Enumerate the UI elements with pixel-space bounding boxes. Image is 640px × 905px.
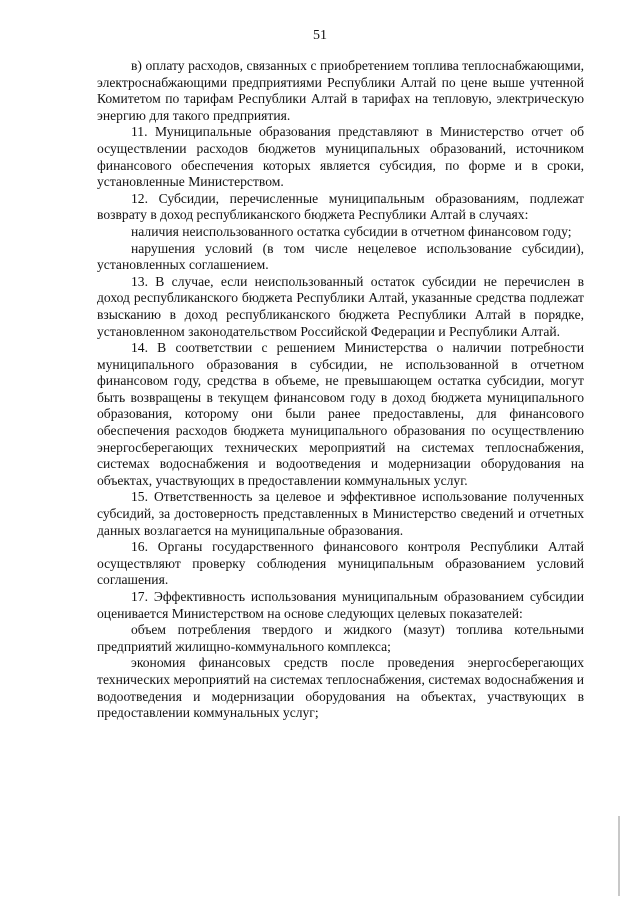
- indicator-1: объем потребления твердого и жидкого (мазут) топлива котельными предприятий жилищно-коммунального комплекса;: [97, 622, 584, 654]
- paragraph-16: 16. Органы государственного финансового контроля Республики Алтай осуществляют проверку соблюдения муниципальным образованием условий соглашения.: [97, 539, 584, 588]
- paragraph-13: 13. В случае, если неиспользованный остаток субсидии не перечислен в доход республиканского бюджета Республики Алтай, указанные средства подлежат взысканию в доход республиканского бюджета Республики Алтай в порядке, установленном законодательством Российской Федерации и Республики Алтай.: [97, 273, 584, 339]
- paragraph-12-case-2: нарушения условий (в том числе нецелевое использование субсидии), установленных соглашением.: [97, 240, 584, 273]
- document-body: [97, 58, 584, 722]
- page-number: 51: [313, 28, 327, 43]
- paragraph-12-case-1: наличия неиспользованного остатка субсидии в отчетном финансовом году;: [131, 223, 572, 239]
- paragraph-11: 11. Муниципальные образования представляют в Министерство отчет об осуществлении расходов бюджетов муниципальных образований, источником финансового обеспечения которых является субсидия, по форме и в сроки, установленные Министерством.: [97, 124, 584, 190]
- paragraph-17: 17. Эффективность использования муниципальным образованием субсидии оценивается Министерством на основе следующих целевых показателей:: [97, 589, 584, 621]
- paragraph-14: 14. В соответствии с решением Министерства о наличии потребности муниципального образования в субсидии, не использованной в отчетном финансовом году, средства в объеме, не превышающем остатка субсидии, могут быть возвращены в текущем финансовом году в доход бюджета муниципального образования, которому они были ранее предоставлены, для финансового обеспечения расходов бюджета муниципального образования по осуществлению энергосберегающих технических мероприятий на системах теплоснабжения, системах водоснабжения и водоотведения и модернизации оборудования на объектах, участвующих в предоставлении коммунальных услуг.: [97, 340, 584, 488]
- scan-edge-mark: [618, 816, 620, 896]
- paragraph-15: 15. Ответственность за целевое и эффективное использование полученных субсидий, за достоверность представленных в Министерство сведений и отчетных данных возлагается на муниципальные образования.: [97, 489, 584, 538]
- paragraph-12: 12. Субсидии, перечисленные муниципальным образованиям, подлежат возврату в доход республиканского бюджета Республики Алтай в случаях:: [97, 190, 584, 223]
- indicator-2: экономия финансовых средств после проведения энергосберегающих технических мероприятий на системах теплоснабжения, системах водоснабжения и водоотведения и модернизации оборудования на объектах, участвующих в предоставлении коммунальных услуг;: [97, 655, 584, 721]
- paragraph-subitem-v: в) оплату расходов, связанных с приобретением топлива теплоснабжающими, электроснабжающими предприятиями Республики Алтай по цене выше учтенной Комитетом по тарифам Республики Алтай в тарифах на тепловую, электрическую энергию для такого предприятия.: [97, 58, 584, 123]
